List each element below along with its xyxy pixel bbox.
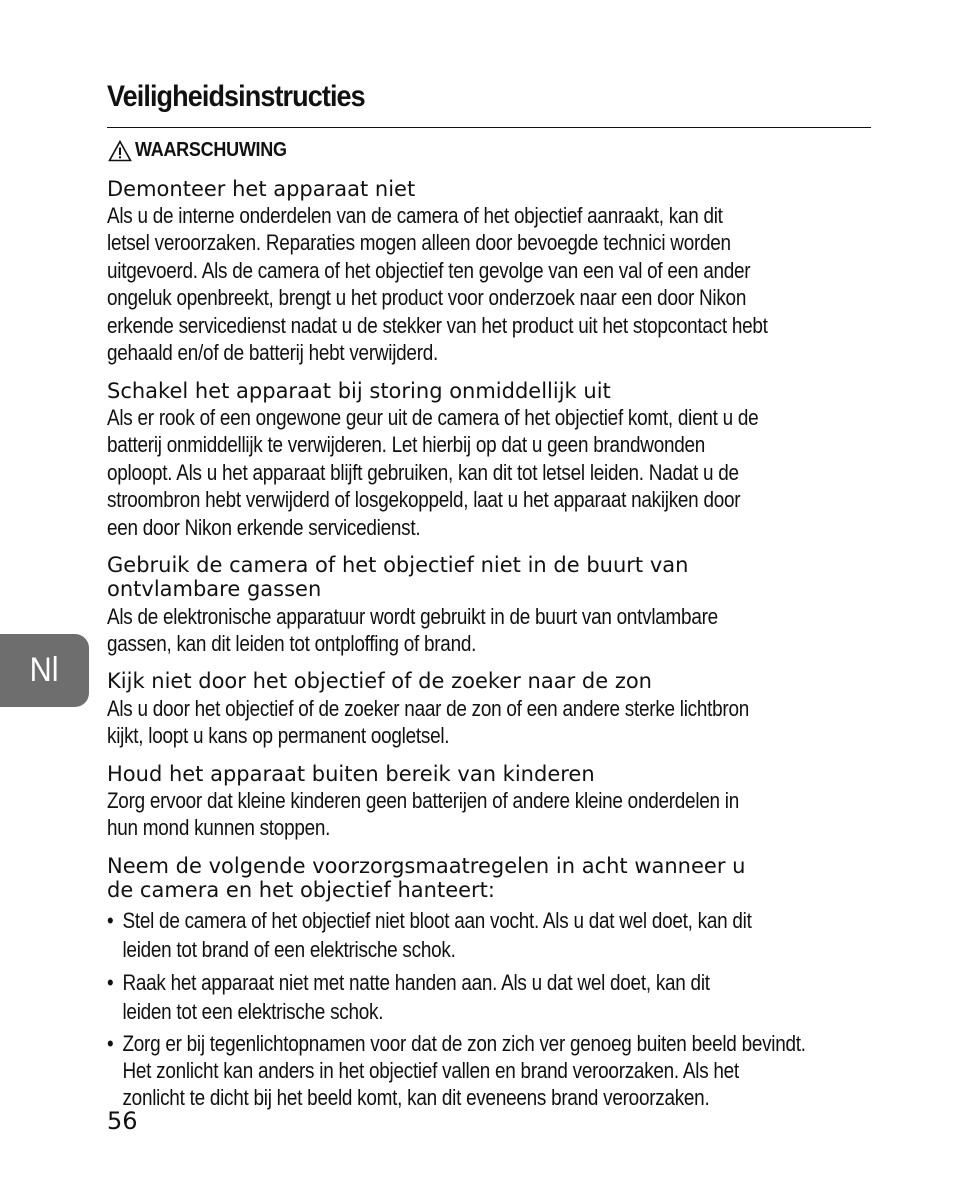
body-line: Als u door het objectief of de zoeker naar de zon of een andere sterke lichtbron xyxy=(107,696,749,721)
bullet-line: leiden tot een elektrische schok. xyxy=(122,999,384,1024)
body-line: Als er rook of een ongewone geur uit de camera of het objectief komt, dient u de xyxy=(107,405,759,430)
body-line: gehaald en/of de batterij hebt verwijderd. xyxy=(107,340,439,366)
page-number: 56 xyxy=(107,1107,138,1135)
language-tab xyxy=(0,634,89,707)
bullet-line: Zorg er bij tegenlichtopnamen voor dat de zon zich ver genoeg buiten beeld bevindt. xyxy=(122,1031,806,1056)
bullet-line: zonlicht te dicht bij het beeld komt, kan dit eveneens brand veroorzaken. xyxy=(122,1085,710,1111)
section-heading-voorzorg xyxy=(107,854,867,902)
bullet-line: leiden tot brand of een elektrische schok. xyxy=(122,937,456,962)
page-title: Veiligheidsinstructies xyxy=(107,80,365,113)
body-line: gassen, kan dit leiden tot ontploffing of brand. xyxy=(107,631,477,657)
heading-line: Neem de volgende voorzorgsmaatregelen in acht wanneer u xyxy=(107,854,746,878)
body-line: letsel veroorzaken. Reparaties mogen alleen door bevoegde technici worden xyxy=(107,230,731,256)
bullet-line: Het zonlicht kan anders in het objectief vallen en brand veroorzaken. Als het xyxy=(122,1058,739,1084)
section-heading-demonteer: Demonteer het apparaat niet xyxy=(107,177,416,201)
bullet-marker: • xyxy=(107,1031,114,1056)
language-tab-label: Nl xyxy=(30,651,59,689)
body-line: stroombron hebt verwijderd of losgekoppeld, laat u het apparaat nakijken door xyxy=(107,487,741,513)
section-body-kinderen xyxy=(107,787,881,842)
heading-line: de camera en het objectief hanteert: xyxy=(107,878,495,902)
bullet-marker: • xyxy=(107,908,114,933)
list-item xyxy=(107,1030,888,1112)
precaution-list xyxy=(107,906,954,1112)
body-line: hun mond kunnen stoppen. xyxy=(107,815,331,841)
list-item xyxy=(107,906,888,964)
body-line: ongeluk openbreekt, brengt u het product voor onderzoek naar een door Nikon xyxy=(107,285,747,311)
section-heading-kinderen: Houd het apparaat buiten bereik van kinderen xyxy=(107,762,595,786)
body-line: Als u de interne onderdelen van de camera of het objectief aanraakt, kan dit xyxy=(107,203,723,228)
title-divider xyxy=(107,127,871,128)
section-body-zon xyxy=(107,695,881,750)
body-line: Zorg ervoor dat kleine kinderen geen batterijen of andere kleine onderdelen in xyxy=(107,788,740,813)
section-body-gassen xyxy=(107,603,881,658)
heading-line: Gebruik de camera of het objectief niet in de buurt van xyxy=(107,553,689,577)
body-line: oploopt. Als u het apparaat blijft gebruiken, kan dit tot letsel leiden. Nadat u de xyxy=(107,459,739,485)
section-body-demonteer xyxy=(107,202,881,366)
heading-line: ontvlambare gassen xyxy=(107,577,322,601)
section-body-storing xyxy=(107,404,881,541)
body-line: een door Nikon erkende servicedienst. xyxy=(107,514,421,540)
section-heading-storing: Schakel het apparaat bij storing onmiddellijk uit xyxy=(107,379,611,403)
bullet-line: Raak het apparaat niet met natte handen aan. Als u dat wel doet, kan dit xyxy=(122,970,710,995)
bullet-line: Stel de camera of het objectief niet bloot aan vocht. Als u dat wel doet, kan dit xyxy=(122,908,752,933)
body-line: uitgevoerd. Als de camera of het objectief ten gevolge van een val of een ander xyxy=(107,257,751,283)
body-line: erkende servicedienst nadat u de stekker van het product uit het stopcontact hebt xyxy=(107,312,768,338)
warning-triangle-icon xyxy=(108,140,132,162)
body-line: kijkt, loopt u kans op permanent oogletsel. xyxy=(107,723,450,749)
body-line: batterij onmiddellijk te verwijderen. Let hierbij op dat u geen brandwonden xyxy=(107,432,706,458)
bullet-marker: • xyxy=(107,970,114,995)
warning-heading xyxy=(108,139,304,162)
section-heading-gassen xyxy=(107,553,867,601)
body-line: Als de elektronische apparatuur wordt gebruikt in de buurt van ontvlambare xyxy=(107,604,718,629)
section-heading-zon: Kijk niet door het objectief of de zoeker naar de zon xyxy=(107,669,652,693)
list-item xyxy=(107,968,888,1026)
warning-label: WAARSCHUWING xyxy=(135,139,287,161)
